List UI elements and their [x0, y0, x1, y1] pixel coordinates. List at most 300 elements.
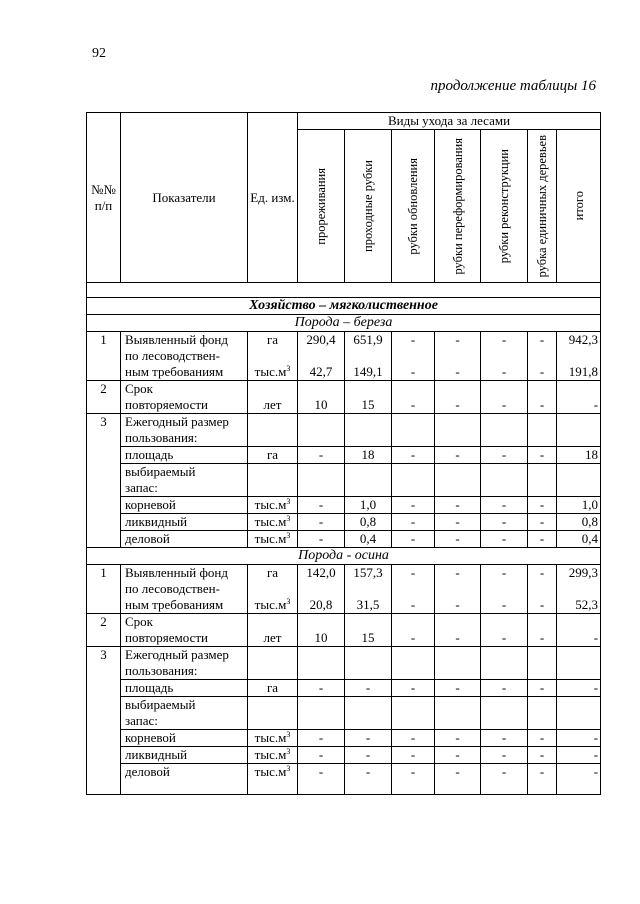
row-label: Срок	[121, 381, 248, 398]
value-cell: 31,5	[345, 597, 392, 614]
row-label: площадь	[121, 447, 248, 464]
row-unit: $тыс.м^3$	[248, 730, 298, 747]
value-cell: -	[481, 630, 528, 647]
table-row	[87, 764, 601, 795]
value-cell	[481, 647, 528, 664]
row-label: Ежегодный размер	[121, 647, 248, 664]
value-cell: -	[392, 597, 435, 614]
value-cell	[392, 414, 435, 431]
row-label: пользования:	[121, 663, 248, 680]
row-unit: $тыс.м^3$	[248, 364, 298, 381]
value-cell: -	[435, 747, 481, 764]
row-label: ным требованиям	[121, 597, 248, 614]
row-number	[87, 680, 121, 697]
row-label: выбираемый	[121, 464, 248, 481]
value-cell	[298, 430, 345, 447]
value-cell: -	[528, 497, 557, 514]
value-cell	[298, 697, 345, 714]
value-cell: -	[298, 680, 345, 697]
value-cell: -	[435, 597, 481, 614]
value-cell	[528, 697, 557, 714]
value-cell	[528, 713, 557, 730]
value-cell	[481, 464, 528, 481]
row-label: Выявленный фонд	[121, 565, 248, 582]
row-number	[87, 480, 121, 497]
value-cell	[392, 614, 435, 631]
value-cell	[435, 614, 481, 631]
value-cell	[345, 663, 392, 680]
value-cell: -	[392, 764, 435, 795]
value-cell: -	[557, 680, 601, 697]
row-unit	[248, 464, 298, 481]
value-cell	[557, 647, 601, 664]
value-cell: -	[557, 764, 601, 795]
row-label: по лесоводствен-	[121, 348, 248, 364]
value-cell: 651,9	[345, 332, 392, 349]
value-cell	[481, 381, 528, 398]
value-cell	[345, 381, 392, 398]
value-cell: -	[392, 730, 435, 747]
value-cell	[345, 614, 392, 631]
row-number	[87, 430, 121, 447]
value-cell	[435, 663, 481, 680]
row-unit: га	[248, 332, 298, 349]
value-cell	[345, 430, 392, 447]
value-cell: -	[435, 565, 481, 582]
row-number: 2	[87, 614, 121, 631]
row-label: запас:	[121, 713, 248, 730]
spacer-row	[87, 283, 601, 298]
value-cell: -	[392, 630, 435, 647]
value-cell: -	[528, 597, 557, 614]
row-label: корневой	[121, 497, 248, 514]
table-row	[87, 630, 601, 647]
row-number	[87, 713, 121, 730]
value-cell: -	[392, 565, 435, 582]
value-cell: -	[481, 747, 528, 764]
value-cell: -	[392, 447, 435, 464]
header-type: прореживания	[298, 130, 345, 283]
forest-care-table	[86, 112, 601, 795]
value-cell	[481, 663, 528, 680]
header-num: №№ п/п	[87, 113, 121, 283]
value-cell	[528, 414, 557, 431]
row-number: 1	[87, 332, 121, 349]
row-unit: $тыс.м^3$	[248, 497, 298, 514]
value-cell	[557, 348, 601, 364]
value-cell	[345, 480, 392, 497]
value-cell	[481, 348, 528, 364]
value-cell	[435, 414, 481, 431]
value-cell: -	[392, 397, 435, 414]
value-cell: 0,8	[557, 514, 601, 531]
value-cell	[298, 480, 345, 497]
value-cell: -	[435, 531, 481, 548]
table-row	[87, 497, 601, 514]
row-unit: га	[248, 447, 298, 464]
value-cell: -	[435, 364, 481, 381]
value-cell: 142,0	[298, 565, 345, 582]
value-cell	[528, 348, 557, 364]
row-number	[87, 447, 121, 464]
value-cell: -	[435, 497, 481, 514]
row-unit: $тыс.м^3$	[248, 531, 298, 548]
value-cell	[298, 581, 345, 597]
header-indicators: Показатели	[121, 113, 248, 283]
value-cell: -	[392, 680, 435, 697]
value-cell	[435, 464, 481, 481]
value-cell	[392, 480, 435, 497]
value-cell: -	[298, 531, 345, 548]
value-cell	[528, 614, 557, 631]
value-cell: -	[481, 531, 528, 548]
row-label: ликвидный	[121, 514, 248, 531]
value-cell: 10	[298, 397, 345, 414]
value-cell	[557, 464, 601, 481]
value-cell: -	[435, 730, 481, 747]
value-cell: -	[481, 497, 528, 514]
value-cell: -	[528, 764, 557, 795]
row-label: Выявленный фонд	[121, 332, 248, 349]
row-unit	[248, 663, 298, 680]
value-cell: -	[481, 447, 528, 464]
row-number	[87, 464, 121, 481]
value-cell	[528, 581, 557, 597]
value-cell: -	[528, 565, 557, 582]
value-cell	[481, 713, 528, 730]
value-cell	[345, 581, 392, 597]
value-cell	[298, 348, 345, 364]
value-cell	[481, 581, 528, 597]
table-row	[87, 565, 601, 582]
value-cell	[345, 647, 392, 664]
row-unit	[248, 480, 298, 497]
row-unit	[248, 614, 298, 631]
row-number: 2	[87, 381, 121, 398]
section-title: Хозяйство – мягколиственное	[87, 298, 601, 315]
row-unit	[248, 430, 298, 447]
value-cell	[392, 697, 435, 714]
value-cell	[298, 414, 345, 431]
value-cell: -	[481, 730, 528, 747]
value-cell	[435, 713, 481, 730]
value-cell	[528, 464, 557, 481]
value-cell	[298, 713, 345, 730]
value-cell: 290,4	[298, 332, 345, 349]
value-cell: -	[392, 332, 435, 349]
value-cell	[392, 348, 435, 364]
row-number	[87, 747, 121, 764]
value-cell	[435, 348, 481, 364]
table-row	[87, 480, 601, 497]
table-row	[87, 614, 601, 631]
row-number	[87, 397, 121, 414]
row-number	[87, 514, 121, 531]
row-unit: $тыс.м^3$	[248, 747, 298, 764]
value-cell	[557, 414, 601, 431]
value-cell: -	[481, 565, 528, 582]
value-cell: -	[528, 397, 557, 414]
table-row	[87, 697, 601, 714]
value-cell: 15	[345, 630, 392, 647]
table-row	[87, 713, 601, 730]
row-label: деловой	[121, 764, 248, 795]
row-unit: га	[248, 565, 298, 582]
row-number	[87, 581, 121, 597]
table-row	[87, 430, 601, 447]
value-cell	[481, 697, 528, 714]
row-label: ликвидный	[121, 747, 248, 764]
row-unit	[248, 697, 298, 714]
row-number	[87, 697, 121, 714]
value-cell: -	[557, 730, 601, 747]
value-cell	[481, 414, 528, 431]
value-cell: -	[435, 630, 481, 647]
value-cell	[298, 464, 345, 481]
value-cell	[528, 663, 557, 680]
value-cell: -	[345, 680, 392, 697]
value-cell	[345, 713, 392, 730]
header-type: рубки переформирования	[435, 130, 481, 283]
row-number	[87, 663, 121, 680]
value-cell: 52,3	[557, 597, 601, 614]
value-cell	[435, 480, 481, 497]
value-cell: -	[481, 597, 528, 614]
value-cell: 20,8	[298, 597, 345, 614]
value-cell	[345, 464, 392, 481]
value-cell: -	[528, 730, 557, 747]
value-cell	[481, 430, 528, 447]
value-cell: -	[392, 747, 435, 764]
table-row	[87, 514, 601, 531]
value-cell	[557, 430, 601, 447]
row-label: повторяемости	[121, 397, 248, 414]
value-cell	[392, 713, 435, 730]
table-row	[87, 464, 601, 481]
value-cell	[435, 381, 481, 398]
value-cell: -	[298, 764, 345, 795]
value-cell: -	[345, 747, 392, 764]
value-cell: -	[528, 747, 557, 764]
header-type: рубки реконструкции	[481, 130, 528, 283]
row-number: 1	[87, 565, 121, 582]
table-row	[87, 531, 601, 548]
row-unit: лет	[248, 630, 298, 647]
value-cell: -	[528, 332, 557, 349]
row-number	[87, 531, 121, 548]
value-cell: -	[557, 397, 601, 414]
row-unit: $тыс.м^3$	[248, 514, 298, 531]
row-label: выбираемый	[121, 697, 248, 714]
value-cell	[435, 581, 481, 597]
row-number	[87, 497, 121, 514]
value-cell: -	[435, 332, 481, 349]
value-cell: -	[298, 747, 345, 764]
value-cell	[528, 381, 557, 398]
value-cell: -	[557, 630, 601, 647]
value-cell	[557, 381, 601, 398]
table-row	[87, 332, 601, 349]
value-cell	[481, 480, 528, 497]
table-row	[87, 680, 601, 697]
value-cell	[392, 381, 435, 398]
row-label: Ежегодный размер	[121, 414, 248, 431]
species-title: Порода - осина	[87, 548, 601, 565]
value-cell: 1,0	[557, 497, 601, 514]
value-cell: -	[435, 764, 481, 795]
row-unit	[248, 647, 298, 664]
value-cell	[528, 430, 557, 447]
value-cell	[435, 697, 481, 714]
row-number	[87, 597, 121, 614]
row-unit: $тыс.м^3$	[248, 764, 298, 795]
value-cell: -	[528, 531, 557, 548]
value-cell: -	[392, 531, 435, 548]
value-cell: 10	[298, 630, 345, 647]
value-cell: -	[345, 730, 392, 747]
header-type: рубки обновления	[392, 130, 435, 283]
row-label: Срок	[121, 614, 248, 631]
row-number: 3	[87, 414, 121, 431]
value-cell: -	[481, 680, 528, 697]
value-cell: 18	[557, 447, 601, 464]
table-row	[87, 747, 601, 764]
value-cell: -	[528, 364, 557, 381]
value-cell: -	[481, 332, 528, 349]
value-cell: -	[435, 514, 481, 531]
row-number	[87, 730, 121, 747]
table-row	[87, 397, 601, 414]
row-unit	[248, 581, 298, 597]
row-unit	[248, 348, 298, 364]
row-unit: лет	[248, 397, 298, 414]
row-number	[87, 764, 121, 795]
table-row	[87, 647, 601, 664]
value-cell	[528, 480, 557, 497]
value-cell: -	[481, 397, 528, 414]
value-cell: 191,8	[557, 364, 601, 381]
row-unit: $тыс.м^3$	[248, 597, 298, 614]
value-cell: -	[392, 364, 435, 381]
row-label: площадь	[121, 680, 248, 697]
value-cell	[557, 480, 601, 497]
value-cell: 1,0	[345, 497, 392, 514]
table-row	[87, 597, 601, 614]
value-cell	[528, 647, 557, 664]
table-row	[87, 414, 601, 431]
header-type: проходные рубки	[345, 130, 392, 283]
value-cell	[298, 614, 345, 631]
value-cell: 157,3	[345, 565, 392, 582]
value-cell	[557, 713, 601, 730]
value-cell	[392, 430, 435, 447]
row-unit: га	[248, 680, 298, 697]
value-cell: -	[528, 680, 557, 697]
value-cell	[557, 581, 601, 597]
value-cell: 0,8	[345, 514, 392, 531]
value-cell	[557, 663, 601, 680]
value-cell: -	[481, 764, 528, 795]
row-label: пользования:	[121, 430, 248, 447]
value-cell	[392, 581, 435, 597]
row-number	[87, 348, 121, 364]
row-label: корневой	[121, 730, 248, 747]
value-cell: 0,4	[557, 531, 601, 548]
value-cell: 15	[345, 397, 392, 414]
value-cell	[435, 430, 481, 447]
value-cell: -	[345, 764, 392, 795]
row-label: повторяемости	[121, 630, 248, 647]
value-cell	[345, 414, 392, 431]
row-number	[87, 630, 121, 647]
header-unit: Ед. изм.	[248, 113, 298, 283]
value-cell: -	[481, 514, 528, 531]
value-cell: -	[528, 447, 557, 464]
value-cell	[392, 647, 435, 664]
value-cell: 18	[345, 447, 392, 464]
value-cell	[481, 614, 528, 631]
value-cell	[298, 647, 345, 664]
row-label: ным требованиям	[121, 364, 248, 381]
value-cell: 149,1	[345, 364, 392, 381]
table-row	[87, 364, 601, 381]
row-unit	[248, 414, 298, 431]
value-cell: -	[435, 680, 481, 697]
value-cell: -	[435, 397, 481, 414]
row-unit	[248, 381, 298, 398]
value-cell: -	[557, 747, 601, 764]
header-care-types: Виды ухода за лесами	[298, 113, 601, 130]
value-cell: -	[392, 514, 435, 531]
header-type: рубка единичных деревьев	[528, 130, 557, 283]
value-cell	[557, 697, 601, 714]
table-row	[87, 730, 601, 747]
table-row	[87, 348, 601, 364]
page-number: 92	[92, 46, 106, 61]
table-caption: продолжение таблицы 16	[430, 78, 596, 94]
row-label: по лесоводствен-	[121, 581, 248, 597]
table-row	[87, 447, 601, 464]
value-cell: -	[298, 730, 345, 747]
value-cell	[435, 647, 481, 664]
value-cell: -	[298, 497, 345, 514]
value-cell: 42,7	[298, 364, 345, 381]
value-cell: 0,4	[345, 531, 392, 548]
value-cell	[298, 663, 345, 680]
value-cell: -	[435, 447, 481, 464]
value-cell	[392, 464, 435, 481]
row-unit	[248, 713, 298, 730]
row-number	[87, 364, 121, 381]
value-cell: 942,3	[557, 332, 601, 349]
value-cell	[392, 663, 435, 680]
value-cell	[345, 697, 392, 714]
value-cell	[345, 348, 392, 364]
value-cell: -	[481, 364, 528, 381]
value-cell	[298, 381, 345, 398]
value-cell: 299,3	[557, 565, 601, 582]
table-row	[87, 581, 601, 597]
row-label: запас:	[121, 480, 248, 497]
row-number: 3	[87, 647, 121, 664]
row-label: деловой	[121, 531, 248, 548]
value-cell: -	[298, 447, 345, 464]
table-row	[87, 663, 601, 680]
value-cell: -	[298, 514, 345, 531]
value-cell: -	[528, 630, 557, 647]
species-title: Порода – береза	[87, 315, 601, 332]
value-cell	[557, 614, 601, 631]
